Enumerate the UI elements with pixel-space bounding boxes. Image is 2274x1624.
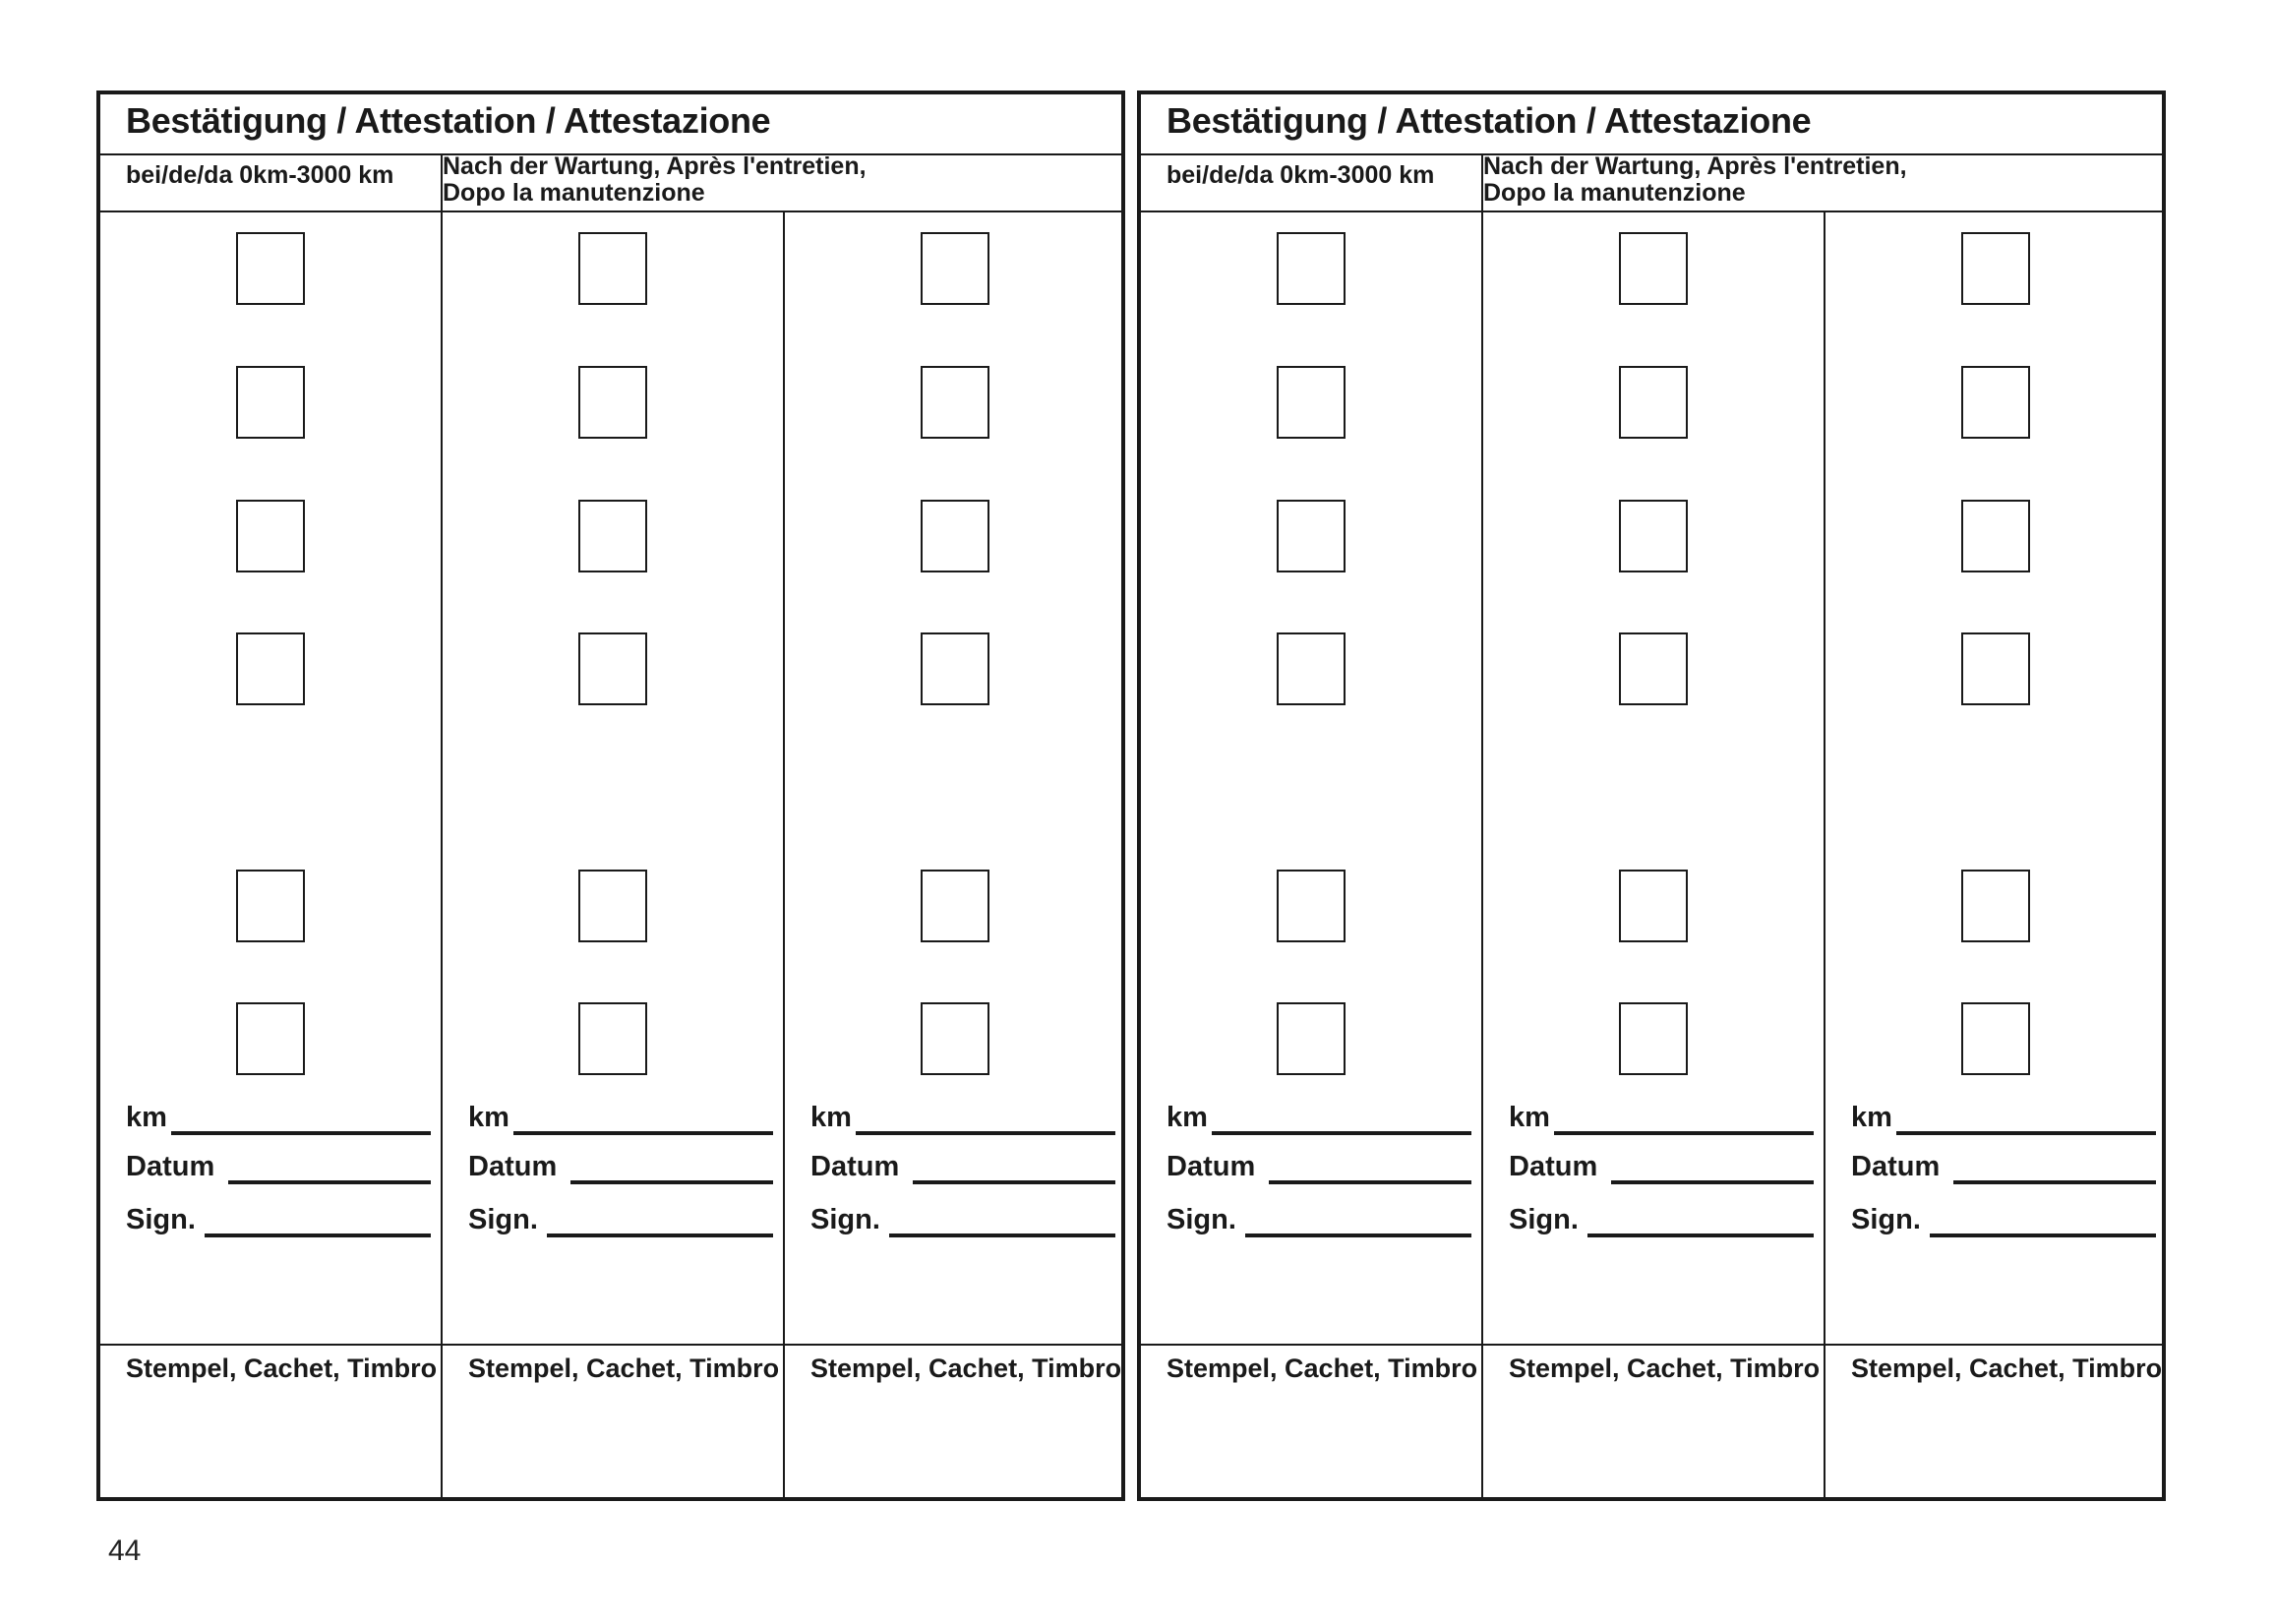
description-line-1: Nach der Wartung, Après l'entretien,	[1483, 152, 1907, 180]
signature-line[interactable]	[1245, 1233, 1471, 1237]
signature-line[interactable]	[547, 1233, 773, 1237]
checkbox[interactable]	[1961, 632, 2030, 705]
signature-line[interactable]	[889, 1233, 1115, 1237]
stamp-area[interactable]	[1483, 1393, 1824, 1491]
checkbox[interactable]	[236, 232, 305, 305]
km-label: km	[1509, 1102, 1550, 1133]
stamp-label: Stempel, Cachet, Timbro	[1851, 1353, 2163, 1383]
date-line[interactable]	[1269, 1180, 1471, 1184]
card-subheader-row	[100, 153, 1121, 212]
checkbox[interactable]	[578, 232, 647, 305]
date-line[interactable]	[1953, 1180, 2156, 1184]
stamp-separator	[100, 1344, 1121, 1346]
signature-label: Sign.	[1509, 1204, 1579, 1235]
checkbox[interactable]	[1961, 232, 2030, 305]
checkbox[interactable]	[1619, 1002, 1688, 1075]
date-label: Datum	[1851, 1151, 1941, 1182]
km-field[interactable]	[468, 1102, 773, 1141]
signature-field[interactable]	[810, 1204, 1115, 1243]
checkbox[interactable]	[921, 632, 989, 705]
checkbox[interactable]	[1277, 1002, 1346, 1075]
signature-label: Sign.	[126, 1204, 196, 1235]
km-label: km	[468, 1102, 509, 1133]
checkbox[interactable]	[1619, 366, 1688, 439]
signature-line[interactable]	[1587, 1233, 1814, 1237]
signature-field[interactable]	[126, 1204, 431, 1243]
signature-field[interactable]	[1851, 1204, 2156, 1243]
checkbox[interactable]	[1961, 1002, 2030, 1075]
card-title: Bestätigung / Attestation / Attestazione	[1167, 100, 1812, 141]
column-divider	[1824, 211, 1825, 1497]
signature-label: Sign.	[1851, 1204, 1921, 1235]
checkbox[interactable]	[921, 500, 989, 572]
date-line[interactable]	[570, 1180, 773, 1184]
km-line[interactable]	[513, 1131, 773, 1135]
date-field[interactable]	[810, 1151, 1115, 1190]
checkbox[interactable]	[236, 632, 305, 705]
km-label: km	[810, 1102, 852, 1133]
column-divider	[783, 211, 785, 1497]
checkbox[interactable]	[1277, 232, 1346, 305]
checkbox[interactable]	[1277, 632, 1346, 705]
description-line-2: Dopo la manutenzione	[1483, 179, 1746, 207]
signature-label: Sign.	[1167, 1204, 1236, 1235]
maintenance-description	[1483, 153, 1907, 207]
checkbox[interactable]	[578, 366, 647, 439]
stamp-area[interactable]	[443, 1393, 783, 1491]
km-line[interactable]	[1896, 1131, 2156, 1135]
stamp-label: Stempel, Cachet, Timbro	[1167, 1353, 1478, 1383]
interval-label: bei/de/da 0km-3000 km	[1167, 161, 1435, 189]
stamp-area[interactable]	[785, 1393, 1125, 1491]
km-line[interactable]	[171, 1131, 431, 1135]
checkbox[interactable]	[578, 870, 647, 942]
date-field[interactable]	[126, 1151, 431, 1190]
checkbox[interactable]	[1277, 366, 1346, 439]
signature-label: Sign.	[468, 1204, 538, 1235]
km-line[interactable]	[1212, 1131, 1471, 1135]
date-line[interactable]	[1611, 1180, 1814, 1184]
checkbox[interactable]	[1619, 232, 1688, 305]
date-label: Datum	[126, 1151, 215, 1182]
stamp-area[interactable]	[100, 1393, 441, 1491]
checkbox[interactable]	[578, 632, 647, 705]
signature-line[interactable]	[1930, 1233, 2156, 1237]
attestation-card-right	[1137, 90, 2166, 1501]
km-field[interactable]	[126, 1102, 431, 1141]
date-field[interactable]	[1167, 1151, 1471, 1190]
checkbox[interactable]	[921, 232, 989, 305]
checkbox[interactable]	[1277, 870, 1346, 942]
checkbox[interactable]	[1277, 500, 1346, 572]
column-divider	[441, 153, 443, 1497]
date-field[interactable]	[468, 1151, 773, 1190]
interval-label: bei/de/da 0km-3000 km	[126, 161, 394, 189]
date-field[interactable]	[1509, 1151, 1814, 1190]
signature-field[interactable]	[1509, 1204, 1814, 1243]
stamp-label: Stempel, Cachet, Timbro	[810, 1353, 1122, 1383]
signature-label: Sign.	[810, 1204, 880, 1235]
signature-line[interactable]	[205, 1233, 431, 1237]
checkbox[interactable]	[236, 366, 305, 439]
date-label: Datum	[1509, 1151, 1598, 1182]
checkbox[interactable]	[1961, 366, 2030, 439]
checkbox[interactable]	[578, 1002, 647, 1075]
km-field[interactable]	[1509, 1102, 1814, 1141]
checkbox[interactable]	[578, 500, 647, 572]
description-line-1: Nach der Wartung, Après l'entretien,	[443, 152, 867, 180]
card-subheader-row	[1141, 153, 2162, 212]
signature-field[interactable]	[468, 1204, 773, 1243]
km-label: km	[126, 1102, 167, 1133]
checkbox[interactable]	[236, 870, 305, 942]
stamp-area[interactable]	[1825, 1393, 2166, 1491]
checkbox[interactable]	[1961, 870, 2030, 942]
maintenance-description	[443, 153, 867, 207]
checkbox[interactable]	[1619, 632, 1688, 705]
card-title-row	[1141, 94, 2162, 155]
date-line[interactable]	[228, 1180, 431, 1184]
km-label: km	[1167, 1102, 1208, 1133]
km-line[interactable]	[1554, 1131, 1814, 1135]
checkbox[interactable]	[1961, 500, 2030, 572]
column-divider	[1481, 153, 1483, 1497]
km-line[interactable]	[856, 1131, 1115, 1135]
km-field[interactable]	[1851, 1102, 2156, 1141]
page-number: 44	[108, 1534, 142, 1567]
km-field[interactable]	[810, 1102, 1115, 1141]
checkbox[interactable]	[1619, 870, 1688, 942]
km-label: km	[1851, 1102, 1892, 1133]
stamp-separator	[1141, 1344, 2162, 1346]
attestation-card-left	[96, 90, 1125, 1501]
date-label: Datum	[468, 1151, 558, 1182]
checkbox[interactable]	[921, 366, 989, 439]
date-field[interactable]	[1851, 1151, 2156, 1190]
checkbox[interactable]	[921, 870, 989, 942]
km-field[interactable]	[1167, 1102, 1471, 1141]
signature-field[interactable]	[1167, 1204, 1471, 1243]
checkbox[interactable]	[921, 1002, 989, 1075]
checkbox[interactable]	[236, 1002, 305, 1075]
checkbox[interactable]	[1619, 500, 1688, 572]
stamp-area[interactable]	[1141, 1393, 1481, 1491]
date-line[interactable]	[913, 1180, 1115, 1184]
stamp-label: Stempel, Cachet, Timbro	[126, 1353, 438, 1383]
description-line-2: Dopo la manutenzione	[443, 179, 705, 207]
stamp-label: Stempel, Cachet, Timbro	[468, 1353, 780, 1383]
card-title: Bestätigung / Attestation / Attestazione	[126, 100, 771, 141]
checkbox[interactable]	[236, 500, 305, 572]
date-label: Datum	[810, 1151, 900, 1182]
stamp-label: Stempel, Cachet, Timbro	[1509, 1353, 1821, 1383]
card-title-row	[100, 94, 1121, 155]
date-label: Datum	[1167, 1151, 1256, 1182]
